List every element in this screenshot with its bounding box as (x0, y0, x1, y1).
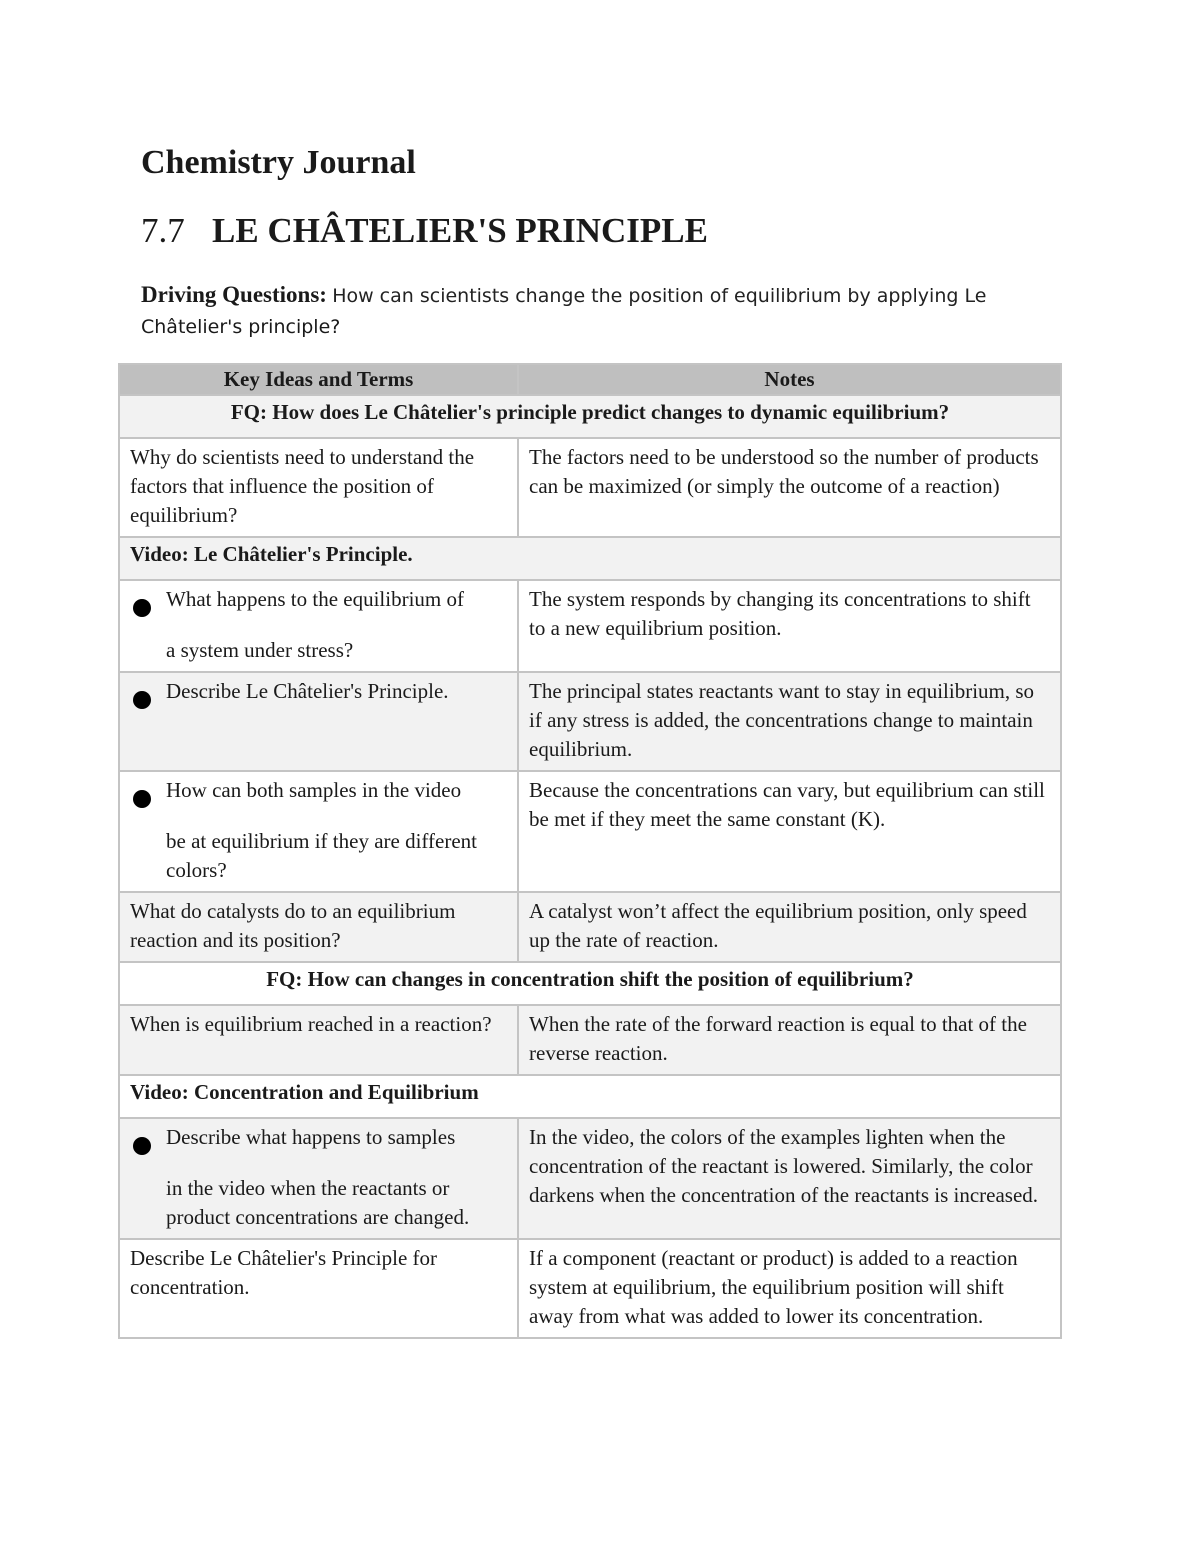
key-idea-text-cont: a system under stress? (166, 638, 354, 662)
key-idea-cell: Describe Le Châtelier's Principle for concentration. (119, 1239, 518, 1338)
driving-questions (141, 280, 1051, 342)
key-idea-cell (119, 1118, 518, 1239)
table-header-row (119, 364, 1061, 395)
video-title-2: Video: Concentration and Equilibrium (119, 1075, 1061, 1118)
key-idea-cell (119, 771, 518, 892)
document-title: Chemistry Journal (141, 144, 416, 181)
key-idea-text: Describe what happens to samples (166, 1125, 456, 1149)
key-idea-cell: When is equilibrium reached in a reaction? (119, 1005, 518, 1075)
table-row (119, 892, 1061, 962)
table-row (119, 1239, 1061, 1338)
table-row (119, 771, 1061, 892)
note-cell: A catalyst won’t affect the equilibrium position, only speed up the rate of reaction. (518, 892, 1061, 962)
section-title: LE CHÂTELIER'S PRINCIPLE (212, 211, 708, 250)
column-header-key-ideas: Key Ideas and Terms (119, 364, 518, 395)
key-idea-text: Describe Le Châtelier's Principle. (166, 679, 449, 703)
table-row (119, 672, 1061, 771)
table-row (119, 1118, 1061, 1239)
table-row (119, 1005, 1061, 1075)
key-idea-text-cont: be at equilibrium if they are different colors? (166, 829, 477, 882)
note-cell: If a component (reactant or product) is added to a reaction system at equilibrium, the equilibrium position will shift away from what was added to lower its concentration. (518, 1239, 1061, 1338)
key-idea-text-cont: in the video when the reactants or product concentrations are changed. (166, 1176, 470, 1229)
note-cell: The principal states reactants want to stay in equilibrium, so if any stress is added, the concentrations change to maintain equilibrium. (518, 672, 1061, 771)
video-row (119, 537, 1061, 580)
focus-question-1: FQ: How does Le Châtelier's principle predict changes to dynamic equilibrium? (119, 395, 1061, 438)
table-row (119, 438, 1061, 537)
note-cell: When the rate of the forward reaction is equal to that of the reverse reaction. (518, 1005, 1061, 1075)
key-idea-cell (119, 672, 518, 771)
note-cell: The system responds by changing its concentrations to shift to a new equilibrium position. (518, 580, 1061, 672)
driving-questions-label: Driving Questions: (141, 282, 327, 307)
note-cell: The factors need to be understood so the number of products can be maximized (or simply the outcome of a reaction) (518, 438, 1061, 537)
table-row (119, 580, 1061, 672)
bullet-icon (133, 790, 151, 808)
notes-table (118, 363, 1062, 1339)
column-header-notes: Notes (518, 364, 1061, 395)
bullet-icon (133, 691, 151, 709)
focus-question-row (119, 395, 1061, 438)
section-heading (141, 210, 708, 252)
key-idea-cell (119, 580, 518, 672)
note-cell: In the video, the colors of the examples lighten when the concentration of the reactant is lowered. Similarly, the color darkens when the concentration of the reactants is increased. (518, 1118, 1061, 1239)
key-idea-text: How can both samples in the video (166, 778, 462, 802)
note-cell: Because the concentrations can vary, but equilibrium can still be met if they meet the same constant (K). (518, 771, 1061, 892)
driving-questions-text-cont: Châtelier's principle? (141, 316, 341, 338)
section-number: 7.7 (141, 211, 185, 250)
focus-question-row (119, 962, 1061, 1005)
key-idea-cell: Why do scientists need to understand the factors that influence the position of equilibrium? (119, 438, 518, 537)
bullet-icon (133, 1137, 151, 1155)
driving-questions-text: How can scientists change the position of equilibrium by applying Le (332, 285, 987, 307)
bullet-icon (133, 599, 151, 617)
key-idea-cell: What do catalysts do to an equilibrium reaction and its position? (119, 892, 518, 962)
focus-question-2: FQ: How can changes in concentration shift the position of equilibrium? (119, 962, 1061, 1005)
video-title-1: Video: Le Châtelier's Principle. (119, 537, 1061, 580)
video-row (119, 1075, 1061, 1118)
key-idea-text: What happens to the equilibrium of (166, 587, 465, 611)
